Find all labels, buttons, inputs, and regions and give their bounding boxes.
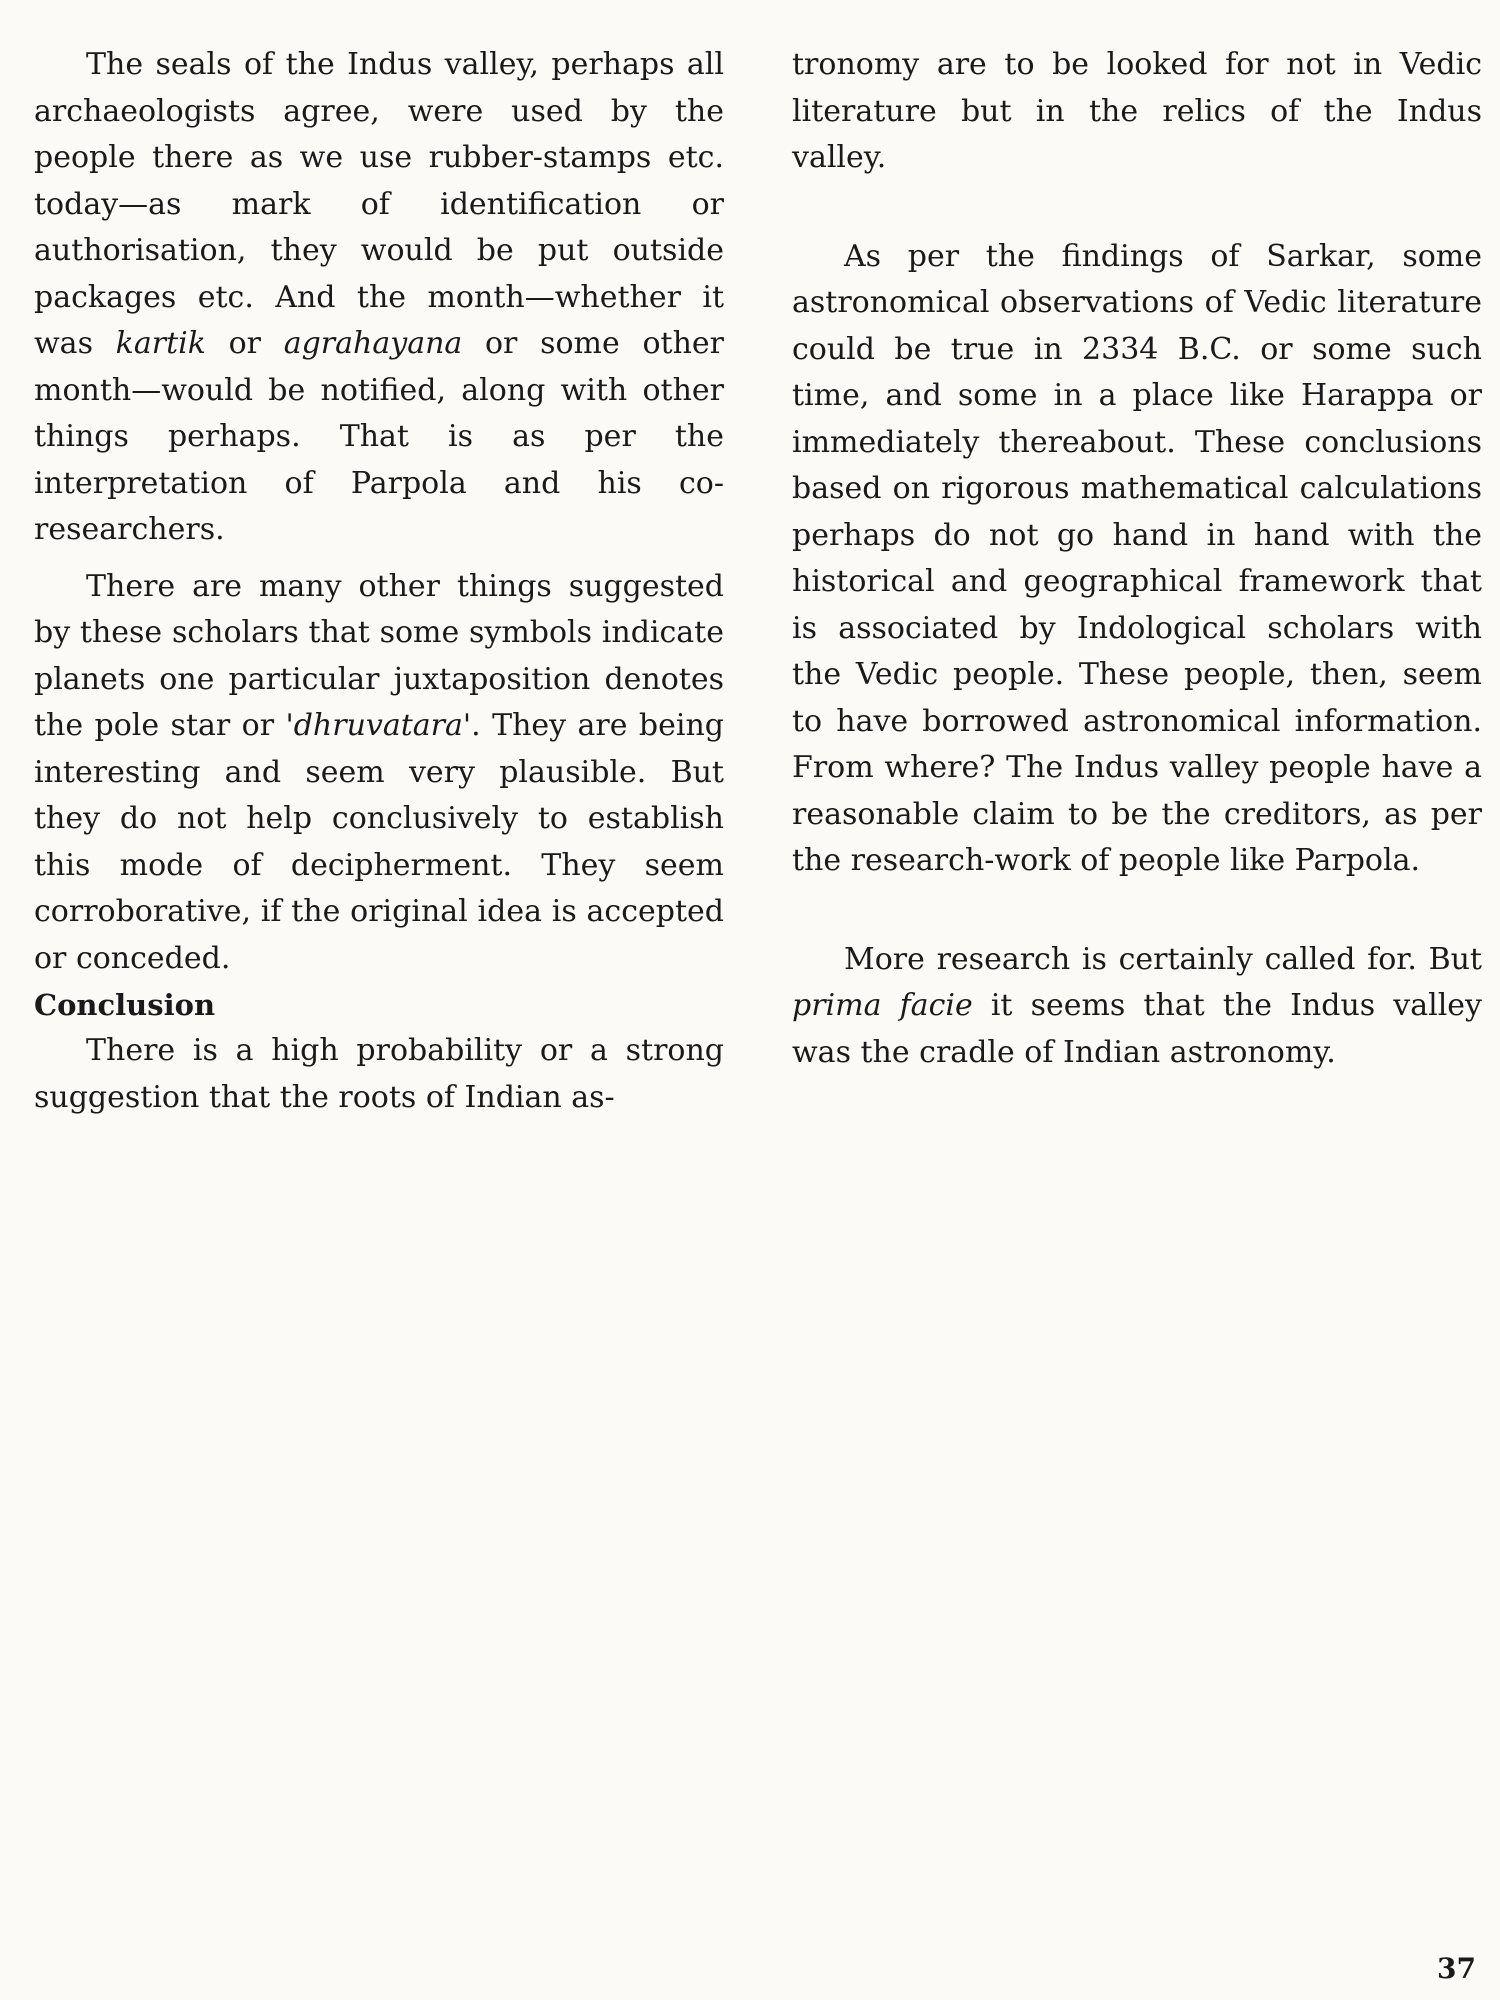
text-run: There are many other things suggested by these scholars that some symbols indicate planets one particular juxtaposition denotes the pole star or ' — [34, 568, 724, 743]
left-column — [34, 42, 724, 1121]
text-run: More research is certainly called for. But — [844, 941, 1482, 977]
left-paragraph-2 — [34, 564, 724, 983]
italic-term-dhruvatara: dhruvatara — [293, 708, 463, 743]
right-column — [792, 42, 1482, 1076]
text-run: '. They are being interesting and seem very plausible. But they do not help conclusively to establish this mode of decipherment. They seem corroborative, if the original idea is accepted or conceded. — [34, 708, 725, 976]
left-paragraph-3: There is a high probability or a strong suggestion that the roots of Indian as- — [34, 1033, 724, 1115]
right-paragraph-3 — [792, 937, 1482, 1077]
right-paragraph-1: tronomy are to be looked for not in Vedic literature but in the relics of the Indus valley. — [792, 47, 1482, 175]
text-run: The seals of the Indus valley, perhaps all archaeologists agree, were used by the people there as we use rubber-stamps etc. today—as mark of identification or authorisation, they would be put outside packages etc. And the month—whether it was — [34, 47, 724, 361]
italic-term-prima-facie: prima facie — [792, 988, 973, 1023]
page-number: 37 — [1437, 1952, 1476, 1985]
right-paragraph-2: As per the findings of Sarkar, some astronomical observations of Vedic literature could be true in 2334 B.C. or some such time, and some in a place like Harappa or immediately thereabout. These conclusions based on rigorous mathematical calculations perhaps do not go hand in hand with the historical and geographical framework that is associated by Indological scholars with the Vedic people. These people, then, seem to have borrowed astronomical information. From where? The Indus valley people have a reasonable claim to be the creditors, as per the research-work of people like Parpola. — [792, 238, 1482, 878]
left-paragraph-1 — [34, 42, 724, 554]
italic-term-kartik: kartik — [115, 326, 206, 361]
text-run: it seems that the Indus valley was the cradle of Indian astronomy. — [792, 988, 1482, 1070]
text-run: or — [205, 326, 284, 361]
text-run: or some other month—would be notified, along with other things perhaps. That is as per the interpretation of Parpola and his co-researchers. — [34, 326, 724, 547]
italic-term-agrahayana: agrahayana — [283, 326, 463, 361]
section-heading-conclusion: Conclusion — [34, 988, 216, 1022]
